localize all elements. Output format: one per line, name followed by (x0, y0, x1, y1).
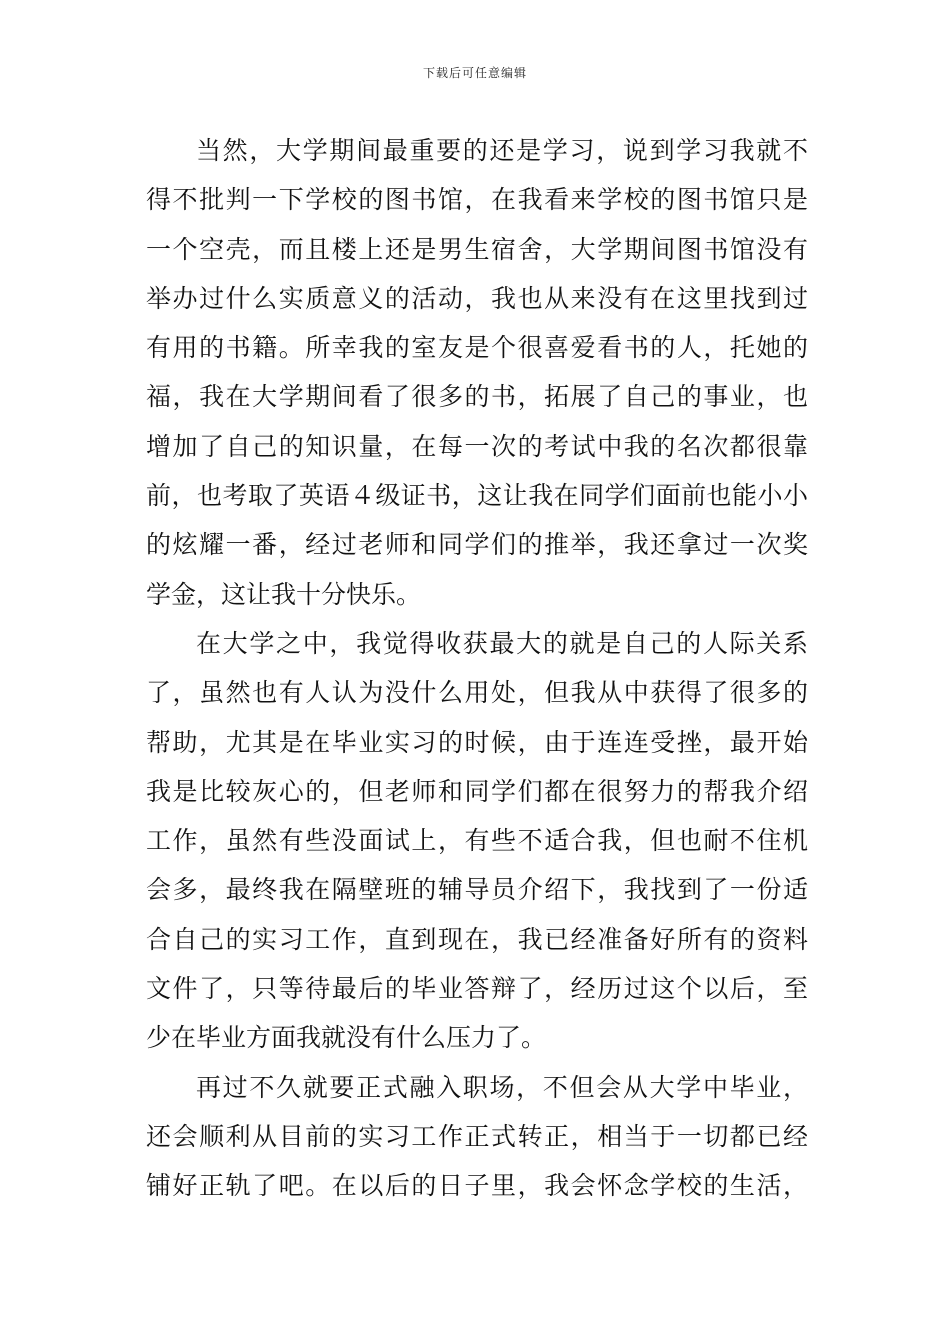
text-line: 我是比较灰心的，但老师和同学们都在很努力的帮我介绍 (146, 776, 808, 806)
text-line: 工作，虽然有些没面试上，有些不适合我，但也耐不住机 (146, 826, 808, 856)
text-line: 帮助，尤其是在毕业实习的时候，由于连连受挫，最开始 (146, 727, 808, 757)
text-line: 还会顺利从目前的实习工作正式转正，相当于一切都已经 (146, 1121, 808, 1151)
text-line: 了，虽然也有人认为没什么用处，但我从中获得了很多的 (146, 678, 808, 708)
text-line: 合自己的实习工作，直到现在，我已经准备好所有的资料 (146, 924, 808, 954)
text-line: 铺好正轨了吧。在以后的日子里，我会怀念学校的生活， (146, 1171, 808, 1201)
text-line: 在大学之中，我觉得收获最大的就是自己的人际关系 (196, 628, 808, 658)
text-line: 得不批判一下学校的图书馆，在我看来学校的图书馆只是 (146, 185, 808, 215)
text-line: 一个空壳，而且楼上还是男生宿舍，大学期间图书馆没有 (146, 234, 808, 264)
document-body (146, 126, 808, 1211)
text-line: 当然，大学期间最重要的还是学习，说到学习我就不 (196, 136, 808, 165)
text-line: 会多，最终我在隔壁班的辅导员介绍下，我找到了一份适 (146, 875, 808, 905)
text-line: 福，我在大学期间看了很多的书，拓展了自己的事业，也 (146, 382, 808, 412)
text-line: 的炫耀一番，经过老师和同学们的推举，我还拿过一次奖 (146, 530, 808, 560)
text-line: 学金，这让我十分快乐。 (146, 579, 422, 609)
text-line: 前，也考取了英语４级证书，这让我在同学们面前也能小小 (146, 481, 808, 511)
page-header: 下载后可任意编辑 (422, 66, 527, 80)
text-line: 增加了自己的知识量，在每一次的考试中我的名次都很靠 (146, 431, 808, 461)
paragraph-2 (146, 619, 808, 1063)
paragraph-3 (146, 1063, 808, 1211)
text-line: 再过不久就要正式融入职场，不但会从大学中毕业， (196, 1072, 808, 1102)
text-line: 有用的书籍。所幸我的室友是个很喜爱看书的人，托她的 (146, 333, 808, 363)
text-line: 少在毕业方面我就没有什么压力了。 (146, 1023, 547, 1053)
text-line: 举办过什么实质意义的活动，我也从来没有在这里找到过 (146, 283, 808, 313)
text-line: 文件了，只等待最后的毕业答辩了，经历过这个以后，至 (146, 974, 808, 1004)
paragraph-1 (146, 126, 808, 619)
